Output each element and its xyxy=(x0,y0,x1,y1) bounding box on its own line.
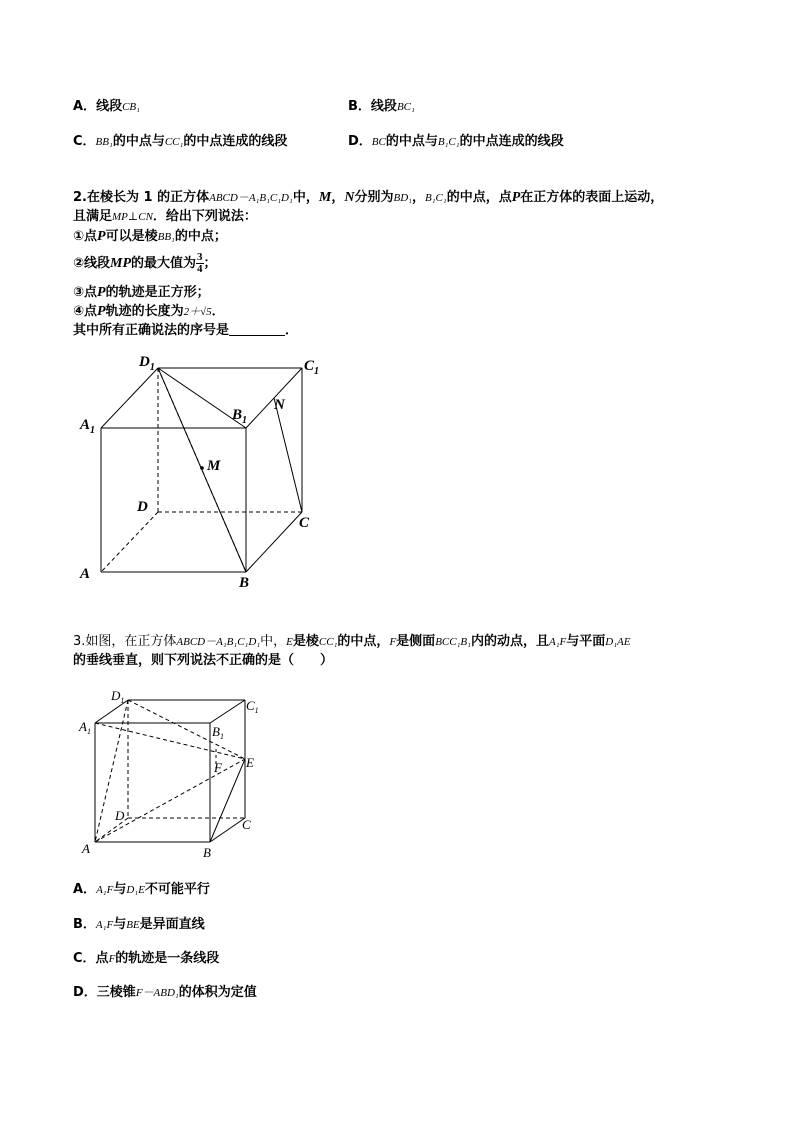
edge-b1-c1 xyxy=(210,700,245,723)
q2-statement-1: ①点P可以是棱BB₁的中点； xyxy=(73,229,227,244)
q2-cube-figure xyxy=(70,345,340,595)
q2-question-line: 其中所有正确说法的序号是 ． xyxy=(73,323,299,338)
label-d: D xyxy=(115,808,125,823)
label-b: B xyxy=(203,845,211,860)
segment-a1-e xyxy=(95,723,245,759)
label-d1: $D_1$ xyxy=(139,354,155,373)
hidden-edge-d-a xyxy=(101,512,158,572)
q3-line1: 3.如图，在正方体ABCD－A₁B₁C₁D₁中，E是棱CC₁的中点，F是侧面BCC₁B₁内的动点，且A₁F与平面D₁AE xyxy=(73,634,631,649)
q3-option-b: B．A₁F与BE是异面直线 xyxy=(73,917,205,932)
q3-line2: 的垂线垂直，则下列说法不正确的是（ ） xyxy=(73,653,334,668)
segment-a-e xyxy=(95,759,245,842)
q3-option-c: C．点F的轨迹是一条线段 xyxy=(73,951,220,966)
q1-option-c: C．BB₁的中点与CC₁的中点连成的线段 xyxy=(73,134,288,149)
q3-option-a: A．A₁F与D₁E不可能平行 xyxy=(73,882,210,897)
edge-a1-d1 xyxy=(101,368,158,428)
segment-d1-e xyxy=(128,700,245,759)
label-c: C xyxy=(242,817,251,832)
segment-n-c xyxy=(274,398,302,512)
q2-statement-3: ③点P的轨迹是正方形； xyxy=(73,285,210,300)
q1-option-a: A．线段CB₁ xyxy=(73,99,140,114)
q2-statement-2: ②线段MP的最大值为 $\frac{3}{4}$ ； xyxy=(73,251,217,275)
q3-option-d: D．三棱锥F－ABD₁的体积为定值 xyxy=(73,985,257,1000)
label-a1: $A_1$ xyxy=(79,719,91,736)
label-m: M xyxy=(207,458,221,474)
label-c: C xyxy=(299,515,310,531)
edge-b-c xyxy=(246,512,302,572)
answer-blank[interactable] xyxy=(229,323,285,336)
label-b: B xyxy=(239,575,250,591)
fraction-three-quarters: $\frac{3}{4}$ xyxy=(197,251,203,275)
label-e: E xyxy=(246,755,254,770)
q2-statement-4: ④点P轨迹的长度为2＋√5． xyxy=(73,304,225,319)
point-m xyxy=(200,466,204,470)
q1-option-b: B．线段BC₁ xyxy=(348,99,415,114)
label-a: A xyxy=(80,566,91,582)
q1-option-d: D．BC的中点与B₁C₁的中点连成的线段 xyxy=(348,134,564,149)
label-d1: $D_1$ xyxy=(111,688,125,705)
label-a1: $A_1$ xyxy=(80,417,96,436)
label-b1: $B_1$ xyxy=(232,407,248,426)
label-b1: $B_1$ xyxy=(212,724,224,741)
q3-cube-figure xyxy=(75,680,275,865)
q2-line1: 2.在棱长为 1 的正方体ABCD－A₁B₁C₁D₁中，M，N分别为BD₁，B₁C₁的中点，点P在正方体的表面上运动， xyxy=(73,190,664,205)
label-n: N xyxy=(274,397,285,413)
q2-line2: 且满足MP⊥CN．给出下列说法： xyxy=(73,209,257,224)
label-c1: $C_1$ xyxy=(246,698,259,715)
label-c1: $C_1$ xyxy=(304,358,320,377)
label-d: D xyxy=(137,499,148,515)
label-a: A xyxy=(82,841,90,856)
label-f: F xyxy=(214,760,222,775)
